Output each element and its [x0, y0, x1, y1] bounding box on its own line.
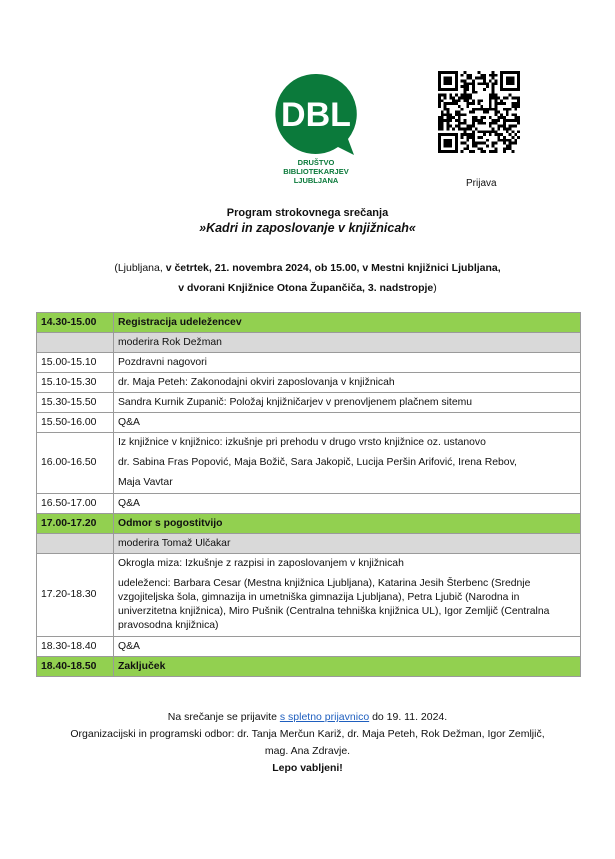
qr-label: Prijava	[466, 178, 497, 189]
time-cell: 15.30-15.50	[37, 393, 114, 413]
time-cell: 17.00-17.20	[37, 514, 114, 534]
logo-line-2: BIBLIOTEKARJEV	[283, 167, 349, 176]
table-row	[37, 413, 581, 433]
table-row	[37, 393, 581, 413]
time-cell: 16.50-17.00	[37, 494, 114, 514]
time-cell: 15.50-16.00	[37, 413, 114, 433]
session-speakers: dr. Sabina Fras Popović, Maja Božič, Sara Jakopič, Lucija Peršin Arifović, Irena Rebov,	[118, 457, 517, 468]
logo-line-3: LJUBLJANA	[293, 176, 339, 185]
time-cell: 15.00-15.10	[37, 353, 114, 373]
time-cell: 18.40-18.50	[37, 657, 114, 677]
committee-line-2: mag. Ana Zdravje.	[264, 745, 351, 757]
item-cell: Pozdravni nagovori	[114, 353, 581, 373]
time-cell: 14.30-15.00	[37, 313, 114, 333]
table-row	[37, 637, 581, 657]
item-cell: Sandra Kurnik Zupanič: Položaj knjižničarjev v prenovljenem plačnem sitemu	[114, 393, 581, 413]
committee-line-1: Organizacijski in programski odbor: dr. Tanja Merčun Kariž, dr. Maja Peteh, Rok Dežman, Igor Zemljič,	[70, 728, 545, 740]
item-cell: Q&A	[114, 637, 581, 657]
logo-line-1: DRUŠTVO	[297, 158, 335, 167]
item-cell: Q&A	[114, 494, 581, 514]
item-cell: dr. Maja Peteh: Zakonodajni okviri zaposlovanja v knjižnicah	[114, 373, 581, 393]
table-row	[37, 313, 581, 333]
registration-link[interactable]: s spletno prijavnico	[279, 711, 370, 723]
session-participants: udeleženci: Barbara Cesar (Mestna knjižnica Ljubljana), Katarina Jesih Šterbenc (Srednje vzgojiteljska šola, gimnazija in umetniška gimnazija Ljubljana), Petra Ljubič (Narodna in univerzitetna knjižnica), Miro Pušnik (Centralna tehniška knjižnica UL), Igor Zemljič (Centralna pravosodna knjižnica)	[118, 578, 550, 631]
table-row	[37, 433, 581, 494]
time-cell	[37, 534, 114, 554]
item-cell: Registracija udeležencev	[114, 313, 581, 333]
time-cell: 18.30-18.40	[37, 637, 114, 657]
qr-code[interactable]	[438, 71, 520, 153]
session-title: Iz knjižnice v knjižnico: izkušnje pri prehodu v drugo vrsto knjižnice oz. ustanovo	[118, 437, 486, 448]
table-row	[37, 554, 581, 637]
item-cell: Zaključek	[114, 657, 581, 677]
session-speakers: Maja Vavtar	[118, 477, 173, 488]
time-cell	[37, 333, 114, 353]
program-table	[36, 312, 581, 677]
table-row	[37, 333, 581, 353]
time-cell: 16.00-16.50	[37, 433, 114, 494]
table-row	[37, 514, 581, 534]
moderator-cell: moderira Rok Dežman	[114, 333, 581, 353]
moderator-cell: moderira Tomaž Ulčakar	[114, 534, 581, 554]
logo-letters: DBL	[281, 96, 351, 134]
welcome-text: Lepo vabljeni!	[272, 762, 343, 774]
item-cell	[114, 554, 581, 637]
table-row	[37, 534, 581, 554]
table-row	[37, 494, 581, 514]
session-title: Okrogla miza: Izkušnje z razpisi in zaposlovanjem v knjižnicah	[118, 558, 404, 569]
event-title: »Kadri in zaposlovanje v knjižnicah«	[199, 221, 416, 235]
program-label: Program strokovnega srečanja	[226, 207, 389, 219]
table-row	[37, 657, 581, 677]
item-cell: Q&A	[114, 413, 581, 433]
time-cell: 17.20-18.30	[37, 554, 114, 637]
table-row	[37, 353, 581, 373]
item-cell	[114, 433, 581, 494]
item-cell: Odmor s pogostitvijo	[114, 514, 581, 534]
event-location-line-1: (Ljubljana, v četrtek, 21. novembra 2024, ob 15.00, v Mestni knjižnici Ljubljana,	[114, 262, 501, 274]
dbl-logo	[266, 70, 366, 185]
table-row	[37, 373, 581, 393]
time-cell: 15.10-15.30	[37, 373, 114, 393]
registration-note: Na srečanje se prijavite s spletno prijavnico do 19. 11. 2024.	[167, 711, 448, 723]
event-location-line-2: v dvorani Knjižnice Otona Župančiča, 3. nadstropje)	[178, 282, 437, 294]
